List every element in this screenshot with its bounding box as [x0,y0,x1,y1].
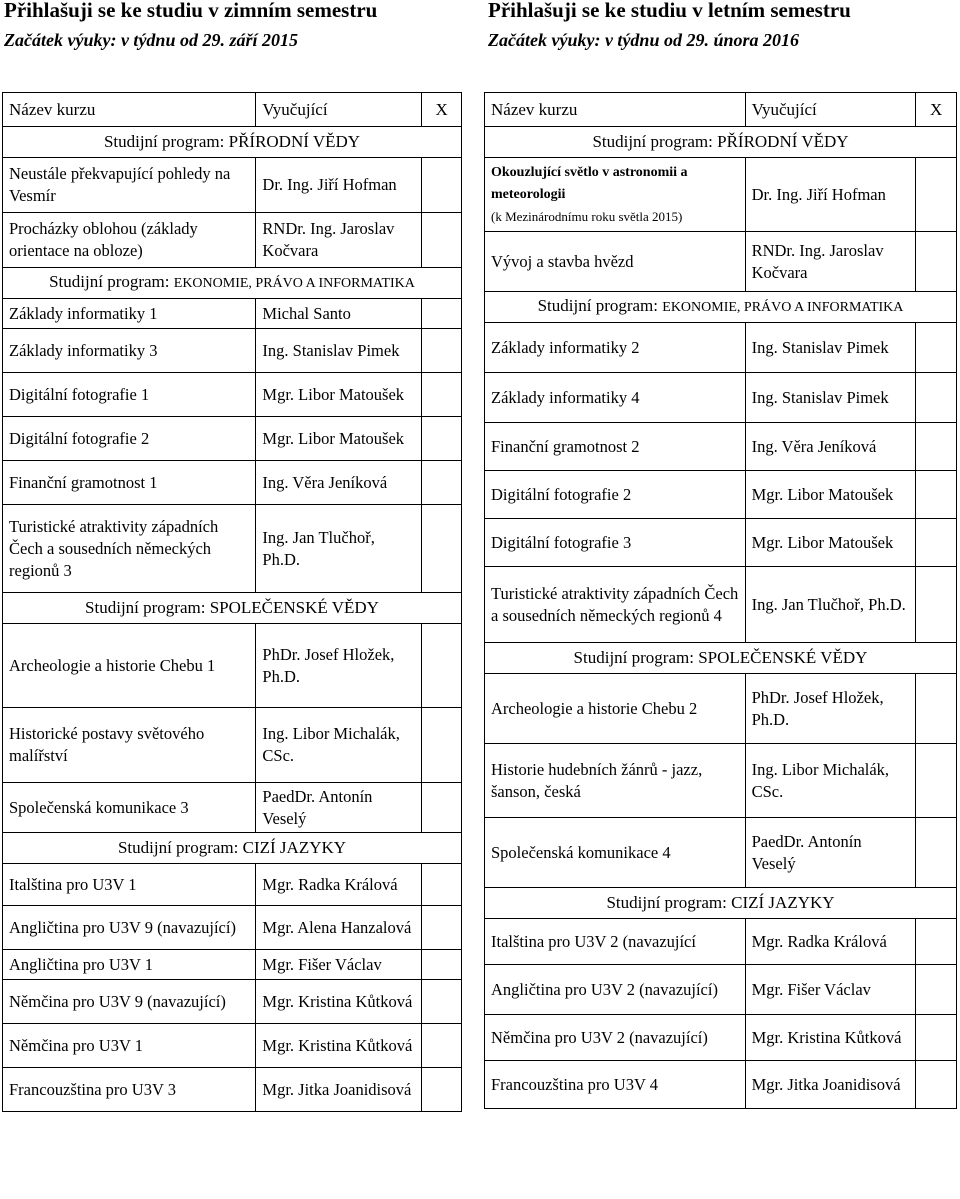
column-header-course: Název kurzu [3,93,256,127]
course-row [485,232,957,292]
course-name: Okouzlující světlo v astronomii a meteorologii [491,164,688,202]
course-teacher: Ing. Stanislav Pimek [256,329,422,373]
program-prefix: Studijní program: [49,272,174,291]
course-teacher: PaedDr. Antonín Veselý [745,818,916,888]
course-name: Základy informatiky 3 [9,340,158,360]
course-name: Archeologie a historie Chebu 1 [9,655,216,675]
course-row [485,423,957,471]
course-row [3,461,462,505]
course-select-box[interactable] [422,213,462,268]
course-teacher: Mgr. Fišer Václav [745,965,916,1015]
course-name-cell [485,1015,746,1061]
course-row [3,708,462,783]
program-header [485,292,957,323]
program-header [485,643,957,674]
course-select-box[interactable] [422,950,462,980]
program-name: CIZÍ JAZYKY [242,838,347,857]
course-select-box[interactable] [422,329,462,373]
course-row [485,567,957,643]
course-row [485,158,957,232]
course-teacher: Ing. Věra Jeníková [745,423,916,471]
course-note: (k Mezinárodnímu roku světla 2015) [491,208,683,224]
course-row [3,417,462,461]
course-select-box[interactable] [422,906,462,950]
course-name-cell [3,461,256,505]
course-name-cell [485,965,746,1015]
course-teacher: Dr. Ing. Jiří Hofman [745,158,916,232]
course-name: Digitální fotografie 3 [491,532,632,552]
course-row [3,980,462,1024]
course-name: Finanční gramotnost 2 [491,436,640,456]
course-row [485,519,957,567]
course-select-box[interactable] [916,567,957,643]
course-name-cell [3,950,256,980]
course-name: Němčina pro U3V 2 (navazující) [491,1027,708,1047]
course-select-box[interactable] [422,158,462,213]
course-row [3,783,462,833]
course-name-cell [3,624,256,708]
course-name: Vývoj a stavba hvězd [491,251,634,271]
course-name-cell [3,158,256,213]
course-name: Angličtina pro U3V 1 [9,954,154,974]
program-header-row [3,268,462,299]
program-header-row [485,292,957,323]
program-header [485,127,957,158]
course-name: Základy informatiky 1 [9,303,158,323]
course-name-cell [485,744,746,818]
course-name: Procházky oblohou (základy orientace na obloze) [9,219,198,260]
course-teacher: Mgr. Kristina Kůtková [256,1024,422,1068]
course-row [485,471,957,519]
course-name-cell [3,783,256,833]
course-row [3,373,462,417]
column-header-select: X [916,93,957,127]
course-row [485,818,957,888]
course-row [485,1061,957,1109]
course-teacher: Mgr. Jitka Joanidisová [745,1061,916,1109]
course-select-box[interactable] [916,674,957,744]
course-select-box[interactable] [916,744,957,818]
course-select-box[interactable] [916,373,957,423]
course-teacher: Ing. Věra Jeníková [256,461,422,505]
course-name: Základy informatiky 4 [491,387,640,407]
course-teacher: Ing. Stanislav Pimek [745,373,916,423]
course-name-cell [3,505,256,593]
course-name: Němčina pro U3V 9 (navazující) [9,991,226,1011]
course-select-box[interactable] [422,624,462,708]
course-select-box[interactable] [916,232,957,292]
course-name: Digitální fotografie 1 [9,384,150,404]
course-select-box[interactable] [916,423,957,471]
course-teacher: Mgr. Libor Matoušek [256,373,422,417]
course-name: Historie hudebních žánrů - jazz, šanson, česká [491,759,703,801]
course-row [3,299,462,329]
course-name-cell [485,674,746,744]
course-name: Společenská komunikace 4 [491,842,671,862]
course-row [3,1068,462,1112]
course-name-cell [485,471,746,519]
course-teacher: PhDr. Josef Hložek, Ph.D. [745,674,916,744]
program-name: PŘÍRODNÍ VĚDY [228,132,361,151]
course-name: Němčina pro U3V 1 [9,1035,143,1055]
program-header-row [3,127,462,158]
course-select-box[interactable] [422,417,462,461]
course-name: Turistické atraktivity západních Čech a sousedních německých regionů 3 [9,516,219,580]
course-name-cell [3,980,256,1024]
program-header-row [3,833,462,864]
course-name-cell [3,864,256,906]
program-prefix: Studijní program: [592,132,718,151]
course-row [485,373,957,423]
program-name: PŘÍRODNÍ VĚDY [717,132,849,151]
course-teacher: Mgr. Radka Králová [745,919,916,965]
course-name: Turistické atraktivity západních Čech a sousedních německých regionů 4 [491,583,739,625]
program-header-row [485,643,957,674]
program-name: CIZÍ JAZYKY [731,893,835,912]
course-name-cell [3,708,256,783]
course-teacher: Ing. Libor Michalák, CSc. [745,744,916,818]
course-teacher: Ing. Jan Tlučhoř, Ph.D. [745,567,916,643]
course-teacher: Ing. Stanislav Pimek [745,323,916,373]
course-row [3,158,462,213]
course-name-cell [485,323,746,373]
program-name: EKONOMIE, PRÁVO A INFORMATIKA [662,300,904,315]
program-prefix: Studijní program: [606,893,732,912]
course-row [3,906,462,950]
course-teacher: PaedDr. Antonín Veselý [256,783,422,833]
program-header [3,268,462,299]
course-select-box[interactable] [916,1061,957,1109]
course-row [3,213,462,268]
course-select-box[interactable] [422,864,462,906]
course-name: Finanční gramotnost 1 [9,472,158,492]
winter-course-table [2,92,462,1112]
course-name-cell [485,232,746,292]
column-header-select: X [422,93,462,127]
course-teacher: Mgr. Libor Matoušek [745,519,916,567]
course-select-box[interactable] [422,1068,462,1112]
column-header-teacher: Vyučující [256,93,422,127]
course-name: Archeologie a historie Chebu 2 [491,698,698,718]
course-name: Francouzština pro U3V 3 [9,1079,176,1099]
program-prefix: Studijní program: [103,132,229,151]
column-header-teacher: Vyučující [745,93,916,127]
summer-semester-title: Přihlašuji se ke studiu v letním semestru [488,0,851,22]
course-row [3,624,462,708]
course-select-box[interactable] [916,818,957,888]
course-name: Neustále překvapující pohledy na Vesmír [9,164,231,205]
course-teacher: Ing. Libor Michalák, CSc. [256,708,422,783]
course-teacher: Mgr. Radka Králová [256,864,422,906]
winter-semester-title: Přihlašuji se ke studiu v zimním semestru [4,0,378,22]
course-name: Italština pro U3V 1 [9,874,137,894]
course-teacher: RNDr. Ing. Jaroslav Kočvara [256,213,422,268]
course-select-box[interactable] [422,299,462,329]
program-header [3,833,462,864]
course-teacher: Ing. Jan Tlučhoř, Ph.D. [256,505,422,593]
course-name-cell [3,417,256,461]
course-row [485,1015,957,1061]
course-row [485,744,957,818]
course-select-box[interactable] [916,965,957,1015]
course-name-cell [3,213,256,268]
course-select-box[interactable] [422,461,462,505]
course-select-box[interactable] [916,919,957,965]
course-name: Základy informatiky 2 [491,337,640,357]
course-name-cell [485,158,746,232]
course-select-box[interactable] [422,505,462,593]
course-row [485,919,957,965]
program-header [3,593,462,624]
course-teacher: Michal Santo [256,299,422,329]
course-row [3,950,462,980]
course-teacher: PhDr. Josef Hložek, Ph.D. [256,624,422,708]
program-name: SPOLEČENSKÉ VĚDY [698,648,868,667]
course-teacher: Mgr. Libor Matoušek [745,471,916,519]
course-name-cell [485,919,746,965]
course-name-cell [485,519,746,567]
course-name: Francouzština pro U3V 4 [491,1074,658,1094]
course-teacher: RNDr. Ing. Jaroslav Kočvara [745,232,916,292]
program-prefix: Studijní program: [117,838,243,857]
course-name-cell [3,1068,256,1112]
course-name: Angličtina pro U3V 9 (navazující) [9,917,236,937]
course-row [485,674,957,744]
program-header [485,888,957,919]
course-teacher: Mgr. Kristina Kůtková [256,980,422,1024]
course-name-cell [3,1024,256,1068]
program-header-row [485,888,957,919]
course-name-cell [3,373,256,417]
course-name: Digitální fotografie 2 [9,428,150,448]
course-name-cell [485,567,746,643]
course-name-cell [3,299,256,329]
course-select-box[interactable] [422,708,462,783]
course-select-box[interactable] [916,323,957,373]
column-header-course: Název kurzu [485,93,746,127]
course-select-box[interactable] [422,980,462,1024]
course-name: Historické postavy světového malířství [9,724,205,765]
course-teacher: Mgr. Kristina Kůtková [745,1015,916,1061]
table-header-row [485,93,957,127]
course-name-cell [3,329,256,373]
course-select-box[interactable] [916,158,957,232]
program-prefix: Studijní program: [573,648,699,667]
program-header [3,127,462,158]
course-name-cell [485,373,746,423]
course-row [3,1024,462,1068]
course-name-cell [485,1061,746,1109]
course-name-cell [3,906,256,950]
program-header-row [485,127,957,158]
course-teacher: Mgr. Alena Hanzalová [256,906,422,950]
course-select-box[interactable] [422,1024,462,1068]
course-teacher: Dr. Ing. Jiří Hofman [256,158,422,213]
course-row [485,323,957,373]
course-row [3,329,462,373]
course-teacher: Mgr. Fišer Václav [256,950,422,980]
summer-semester-subtitle: Začátek výuky: v týdnu od 29. února 2016 [488,30,799,50]
course-select-box[interactable] [422,783,462,833]
course-row [485,965,957,1015]
course-select-box[interactable] [916,471,957,519]
program-prefix: Studijní program: [537,296,663,315]
course-row [3,864,462,906]
table-header-row [3,93,462,127]
course-name: Společenská komunikace 3 [9,797,189,817]
summer-course-table [484,92,957,1109]
program-prefix: Studijní program: [85,598,210,617]
course-select-box[interactable] [916,1015,957,1061]
course-name: Italština pro U3V 2 (navazující [491,931,696,951]
course-select-box[interactable] [422,373,462,417]
course-name: Angličtina pro U3V 2 (navazující) [491,979,718,999]
course-row [3,505,462,593]
program-header-row [3,593,462,624]
course-teacher: Mgr. Libor Matoušek [256,417,422,461]
course-name: Digitální fotografie 2 [491,484,632,504]
program-name: SPOLEČENSKÉ VĚDY [209,598,379,617]
course-name-cell [485,423,746,471]
winter-semester-subtitle: Začátek výuky: v týdnu od 29. září 2015 [4,30,298,50]
program-name: EKONOMIE, PRÁVO A INFORMATIKA [173,276,415,291]
course-select-box[interactable] [916,519,957,567]
course-name-cell [485,818,746,888]
course-teacher: Mgr. Jitka Joanidisová [256,1068,422,1112]
